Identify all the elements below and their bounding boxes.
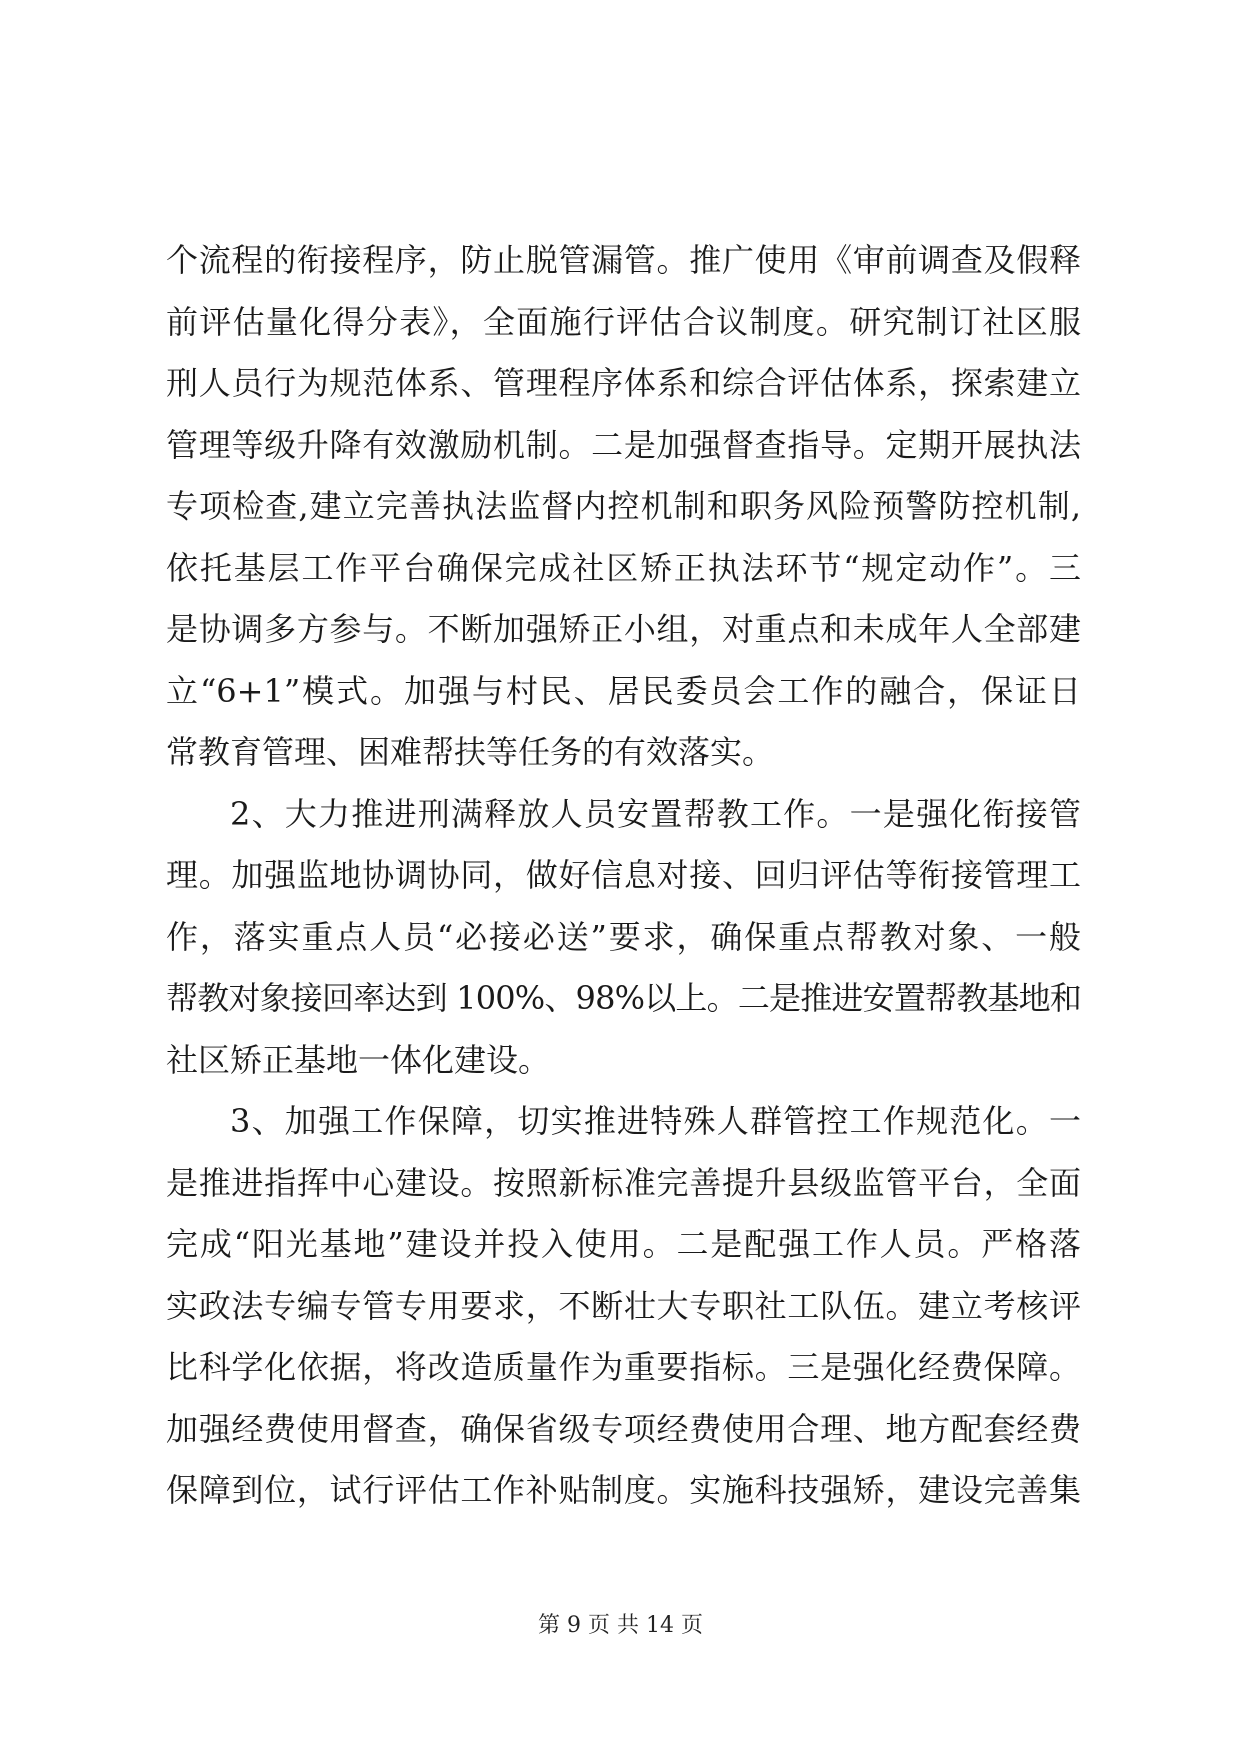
- text-line: 依托基层工作平台确保完成社区矫正执法环节“规定动作”。三: [166, 548, 1081, 587]
- text-line: 刑人员行为规范体系、管理程序体系和综合评估体系，探索建立: [166, 364, 1081, 402]
- text-line: 完成“阳光基地”建设并投入使用。二是配强工作人员。严格落: [166, 1225, 1081, 1263]
- paragraph-3: [166, 1091, 1081, 1522]
- paragraph-1: [166, 230, 1081, 784]
- text-line: 3、加强工作保障，切实推进特殊人群管控工作规范化。一: [230, 1102, 1081, 1140]
- text-line: 比科学化依据，将改造质量作为重要指标。三是强化经费保障。: [166, 1348, 1081, 1386]
- text-line: 前评估量化得分表》，全面施行评估合议制度。研究制订社区服: [166, 302, 1081, 341]
- text-line: 理。加强监地协调协同，做好信息对接、回归评估等衔接管理工: [166, 856, 1081, 894]
- text-line: 帮教对象接回率达到 100%、98%以上。二是推进安置帮教基地和: [166, 979, 1081, 1017]
- text-line: 是协调多方参与。不断加强矫正小组，对重点和未成年人全部建: [166, 610, 1081, 648]
- text-line: 常教育管理、困难帮扶等任务的有效落实。: [166, 733, 775, 771]
- page-number-footer: 第 9 页 共 14 页: [538, 1613, 703, 1638]
- text-line: 个流程的衔接程序，防止脱管漏管。推广使用《审前调查及假释: [166, 241, 1081, 279]
- text-line: 保障到位，试行评估工作补贴制度。实施科技强矫，建设完善集: [166, 1471, 1081, 1509]
- text-line: 实政法专编专管专用要求，不断壮大专职社工队伍。建立考核评: [166, 1286, 1081, 1325]
- text-line: 立“6+1”模式。加强与村民、居民委员会工作的融合，保证日: [166, 671, 1081, 710]
- text-line: 是推进指挥中心建设。按照新标准完善提升县级监管平台，全面: [166, 1163, 1081, 1202]
- text-line: 作，落实重点人员“必接必送”要求，确保重点帮教对象、一般: [166, 917, 1081, 956]
- paragraph-2: [166, 784, 1081, 1092]
- text-line: 加强经费使用督查，确保省级专项经费使用合理、地方配套经费: [166, 1409, 1081, 1448]
- text-line: 2、大力推进刑满释放人员安置帮教工作。一是强化衔接管: [230, 794, 1081, 833]
- text-line: 管理等级升降有效激励机制。二是加强督查指导。定期开展执法: [166, 425, 1081, 464]
- text-line: 专项检查,建立完善执法监督内控机制和职务风险预警防控机制,: [166, 487, 1081, 525]
- document-body: [166, 230, 1081, 1522]
- text-line: 社区矫正基地一体化建设。: [166, 1040, 551, 1079]
